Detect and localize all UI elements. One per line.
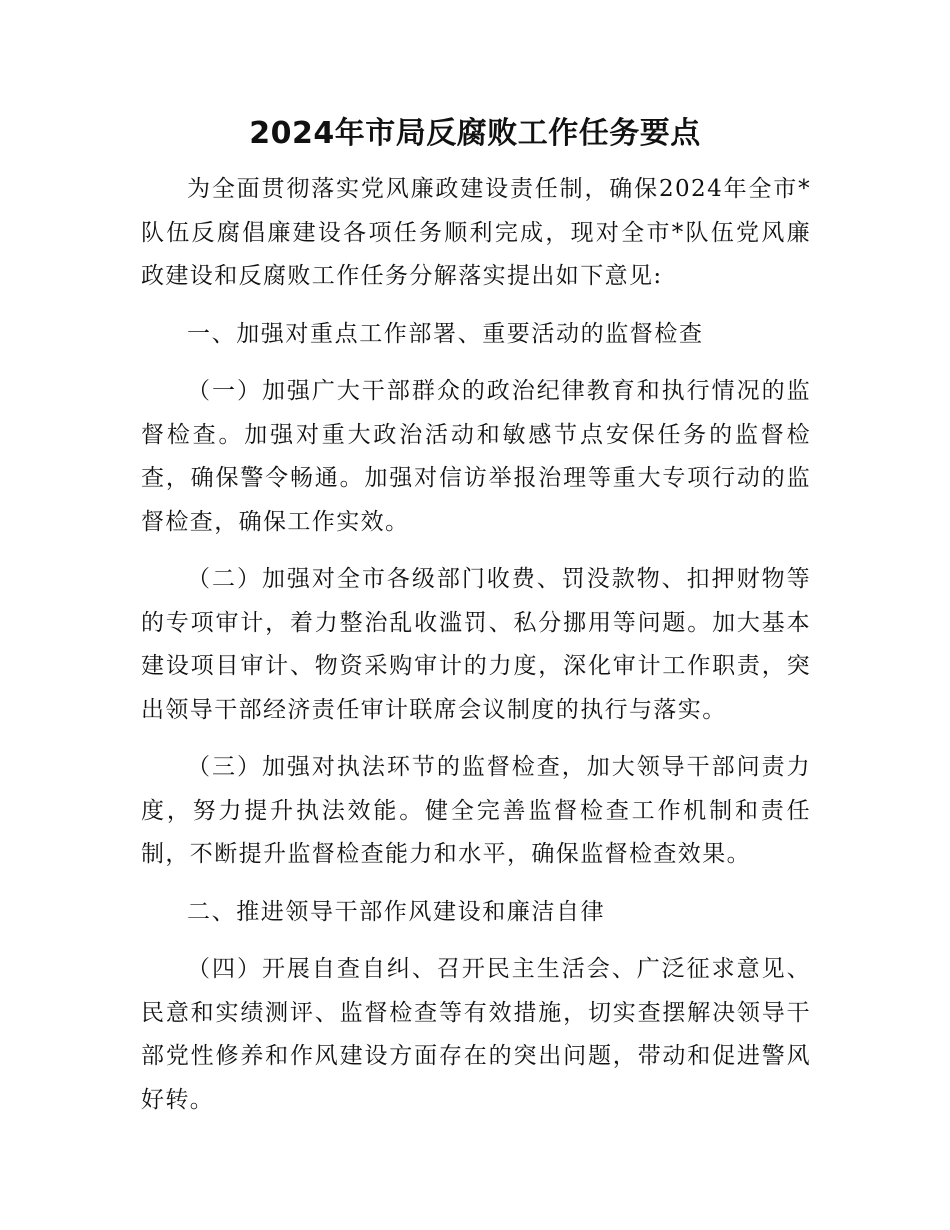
section-heading-2: 二、推进领导干部作风建设和廉洁自律 <box>187 898 606 925</box>
intro-paragraph: 为全面贯彻落实党风廉政建设责任制，确保2024年全市*队伍反腐倡廉建设各项任务顺利完成，现对全市*队伍党风廉政建设和反腐败工作任务分解落实提出如下意见: <box>141 176 811 289</box>
item-paragraph-2: （二）加强对全市各级部门收费、罚没款物、扣押财物等的专项审计，着力整治乱收滥罚、私分挪用等问题。加大基本建设项目审计、物资采购审计的力度，深化审计工作职责，突出领导干部经济责任审计联席会议制度的执行与落实。 <box>141 566 811 723</box>
item-paragraph-3: （三）加强对执法环节的监督检查，加大领导干部问责力度，努力提升执法效能。健全完善监督检查工作机制和责任制，不断提升监督检查能力和水平，确保监督检查效果。 <box>141 754 811 867</box>
document-body <box>141 168 811 1122</box>
item-paragraph-4: （四）开展自查自纠、召开民主生活会、广泛征求意见、民意和实绩测评、监督检查等有效措施，切实查摆解决领导干部党性修养和作风建设方面存在的突出问题，带动和促进警风好转。 <box>141 956 811 1113</box>
document-title: 2024年市局反腐败工作任务要点 <box>249 116 701 151</box>
section-heading-1: 一、加强对重点工作部署、重要活动的监督检查 <box>187 320 704 347</box>
item-paragraph-1: （一）加强广大干部群众的政治纪律教育和执行情况的监督检查。加强对重大政治活动和敏感节点安保任务的监督检查，确保警令畅通。加强对信访举报治理等重大专项行动的监督检查，确保工作实效。 <box>141 378 811 535</box>
